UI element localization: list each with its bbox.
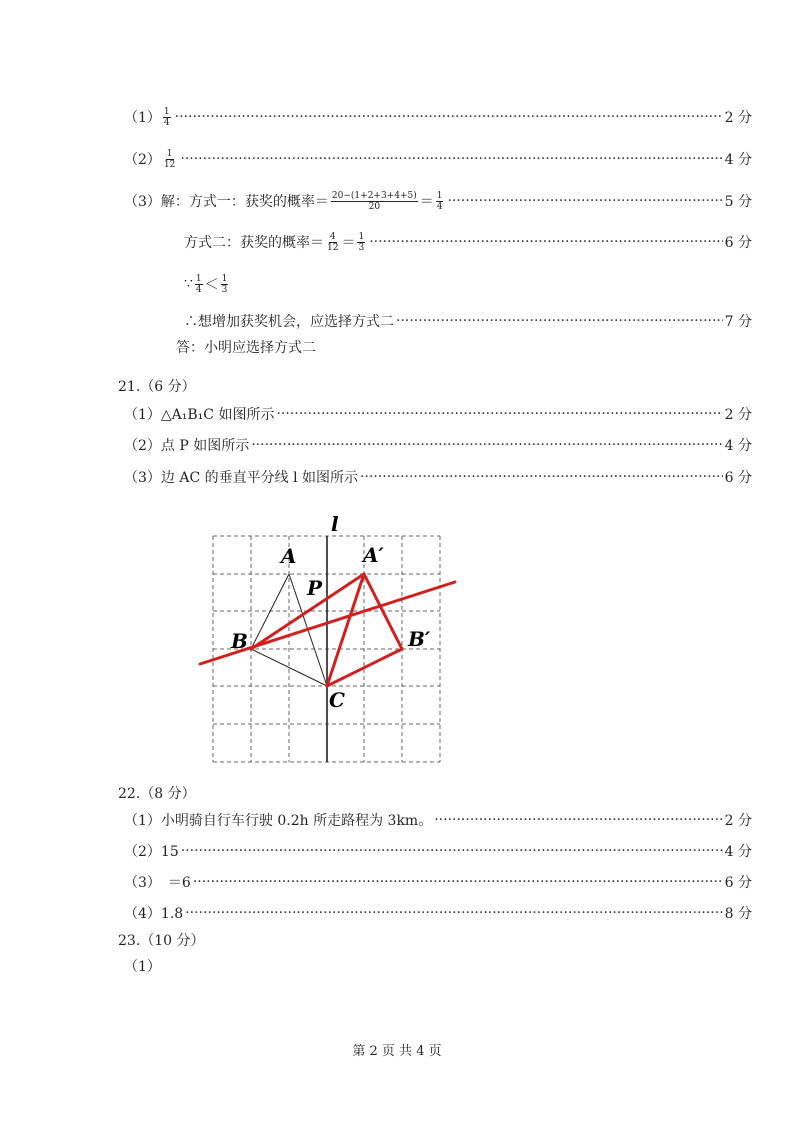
dot-leader	[396, 313, 723, 329]
q21-part1	[124, 403, 752, 425]
q20-p4-fraction-a: $\frac{4}{12}$	[327, 231, 339, 253]
q20-p1-label: （1）	[124, 110, 161, 126]
q20-p2-fraction: $\frac{1}{12}$	[163, 148, 176, 170]
q20-p1-fraction: $\frac{1}{4}$	[163, 106, 170, 128]
label-l: l	[331, 512, 339, 536]
q20-p5-fraction-a: $\frac{1}{4}$	[195, 273, 202, 295]
q20-p2-score: 4 分	[724, 152, 752, 168]
dot-leader	[181, 843, 723, 859]
dot-leader	[434, 812, 722, 828]
less-than-symbol: ＜	[204, 277, 219, 293]
label-b: B	[231, 629, 248, 653]
q21-grid-figure	[195, 510, 465, 770]
page-footer: 第 2 页 共 4 页	[352, 1044, 442, 1059]
q20-p3-equals: ＝	[419, 194, 434, 210]
q20-p3-fraction-a: $\frac{20-(1+2+3+4+5)}{20}$	[331, 190, 417, 212]
q20-part1	[124, 106, 752, 128]
dot-leader	[276, 406, 722, 422]
dot-leader	[185, 905, 722, 921]
q20-p4-label: 方式二：获奖的概率＝	[184, 235, 324, 251]
label-a: A	[281, 544, 297, 568]
label-b-prime: B′	[408, 627, 431, 651]
q20-part2	[124, 148, 752, 170]
q23-part1: （1）	[124, 959, 161, 975]
q20-p4-score: 6 分	[724, 235, 752, 251]
q22-p1-score: 2 分	[724, 813, 752, 829]
q20-p3-label: （3）解：方式一：获奖的概率＝	[124, 194, 329, 210]
q22-part2	[124, 840, 752, 862]
q20-p4-fraction-b: $\frac{1}{3}$	[358, 231, 365, 253]
q21-part2	[124, 434, 752, 456]
dot-leader	[360, 469, 723, 485]
q22-p2-score: 4 分	[724, 844, 752, 860]
q21-heading: 21.（6 分）	[118, 379, 196, 395]
q22-p4-text: （4）1.8	[124, 906, 184, 922]
q22-p4-score: 8 分	[724, 906, 752, 922]
q20-p2-label: （2）	[124, 152, 161, 168]
q22-part1	[124, 809, 752, 831]
q20-p5-fraction-b: $\frac{1}{3}$	[221, 273, 228, 295]
dot-leader	[251, 437, 722, 453]
q20-part4	[184, 231, 752, 253]
q20-part6	[184, 310, 752, 332]
q22-heading: 22.（8 分）	[118, 786, 196, 802]
q22-p1-text: （1）小明骑自行车行驶 0.2h 所走路程为 3km。	[124, 813, 433, 829]
q21-p3-score: 6 分	[724, 470, 752, 486]
q22-part4	[124, 902, 752, 924]
q20-part5	[184, 273, 230, 295]
q20-p6-text: ∴想增加获奖机会，应选择方式二	[184, 314, 394, 330]
q22-p2-text: （2）15	[124, 844, 179, 860]
q20-p3-fraction-b: $\frac{1}{4}$	[436, 190, 443, 212]
q22-p3-text: （3） ＝6	[124, 875, 191, 891]
q21-p2-score: 4 分	[724, 438, 752, 454]
q20-p4-equals: ＝	[341, 235, 356, 251]
q22-part3	[124, 871, 752, 893]
q21-part3	[124, 466, 752, 488]
dot-leader	[369, 234, 722, 250]
q20-p6-score: 7 分	[724, 314, 752, 330]
because-symbol: ∵	[184, 276, 193, 292]
q21-p3-text: （3）边 AC 的垂直平分线 l 如图所示	[124, 470, 359, 486]
q20-p3-score: 5 分	[724, 194, 752, 210]
dot-leader	[193, 874, 723, 890]
q21-p2-text: （2）点 P 如图所示	[124, 438, 250, 454]
dot-leader	[447, 193, 722, 209]
q22-p3-score: 6 分	[724, 875, 752, 891]
label-a-prime: A′	[363, 543, 384, 567]
q21-p1-score: 2 分	[724, 407, 752, 423]
q23-heading: 23.（10 分）	[118, 933, 205, 949]
q21-p1-text: （1）△A₁B₁C 如图所示	[124, 407, 275, 423]
dot-leader	[175, 109, 723, 125]
q20-part3	[124, 190, 752, 212]
label-p: P	[307, 576, 323, 600]
q20-p1-score: 2 分	[724, 110, 752, 126]
label-c: C	[329, 688, 345, 712]
dot-leader	[180, 151, 722, 167]
q20-answer: 答：小明应选择方式二	[176, 340, 316, 356]
